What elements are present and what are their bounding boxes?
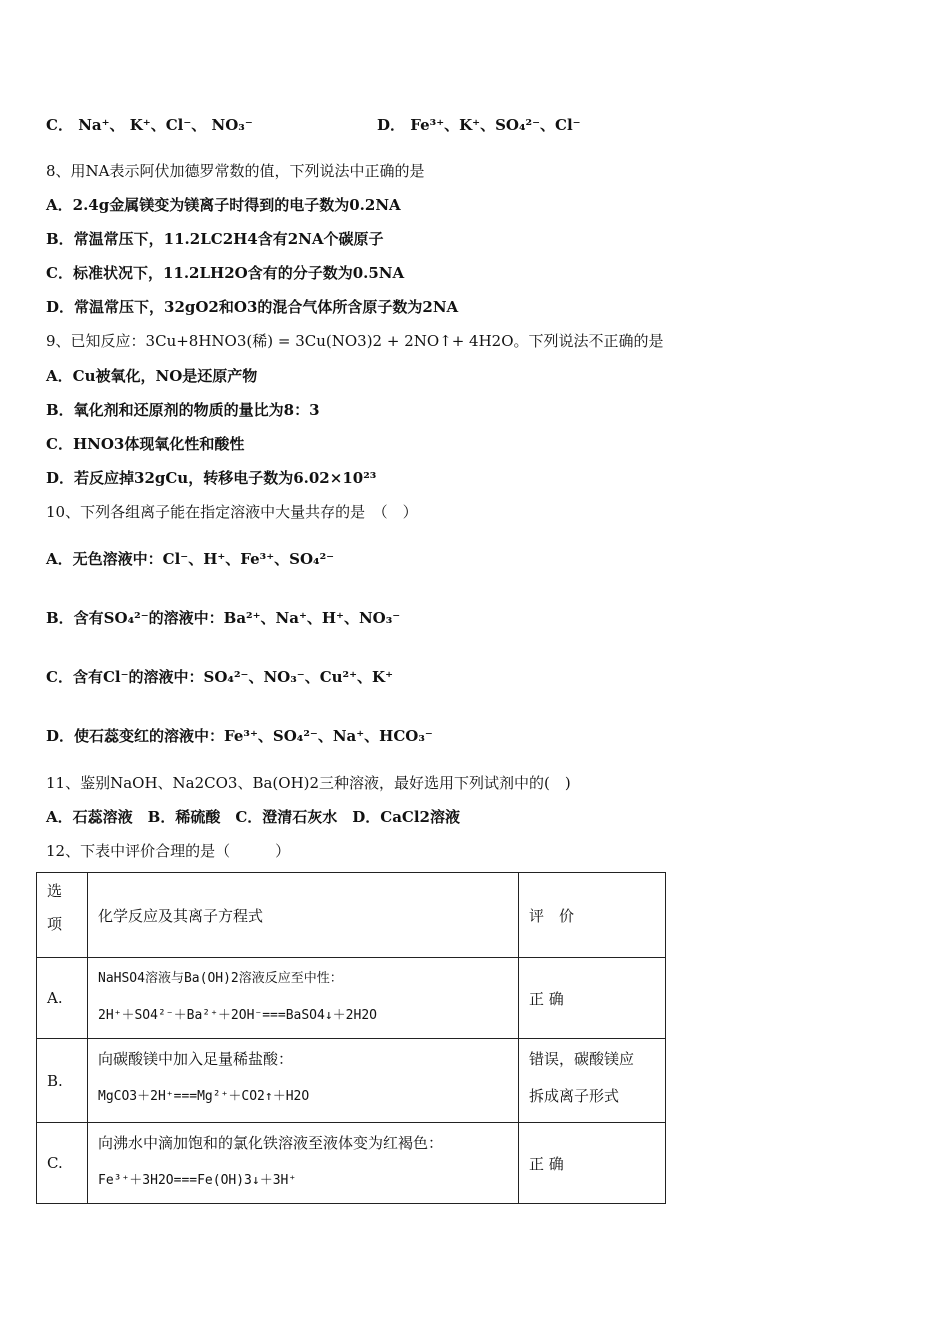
q10-stem: 10、下列各组离子能在指定溶液中大量共存的是 （ ） — [46, 503, 418, 521]
q7-d-label: D． — [377, 116, 406, 134]
table-header-row — [37, 873, 666, 958]
q8-option-d: D．常温常压下，32gO2和O3的混合气体所含原子数为2NA — [46, 298, 459, 316]
row-b-eval-line2: 拆成离子形式 — [529, 1087, 620, 1105]
q8-option-a: A．2.4g金属镁变为镁离子时得到的电子数为0.2NA — [46, 196, 401, 214]
header-option-cell — [37, 873, 88, 958]
header-equation-cell: 化学反应及其离子方程式 — [88, 873, 519, 958]
row-b-eval — [519, 1039, 666, 1123]
q7-option-d — [377, 115, 581, 135]
q9-option-d: D．若反应掉32gCu，转移电子数为6.02×10²³ — [46, 469, 377, 487]
row-c-eval: 正 确 — [519, 1123, 666, 1204]
q10-option-d: D．使石蕊变红的溶液中：Fe³⁺、SO₄²⁻、Na⁺、HCO₃⁻ — [46, 727, 433, 745]
row-a-equation: 2H⁺＋SO4²⁻＋Ba²⁺＋2OH⁻===BaSO4↓＋2H2O — [98, 1008, 377, 1023]
q9-option-a: A．Cu被氧化，NO是还原产物 — [46, 367, 258, 385]
q9-option-b: B．氧化剂和还原剂的物质的量比为8：3 — [46, 401, 320, 419]
row-c-desc: 向沸水中滴加饱和的氯化铁溶液至液体变为红褐色： — [98, 1134, 444, 1152]
row-b-equation: MgCO3＋2H⁺===Mg²⁺＋CO2↑＋H2O — [98, 1089, 310, 1104]
header-col1-a: 选 — [47, 882, 63, 900]
row-a-option: A. — [37, 958, 88, 1039]
row-b-eval-line1: 错误，碳酸镁应 — [529, 1050, 635, 1068]
q10-option-b: B．含有SO₄²⁻的溶液中：Ba²⁺、Na⁺、H⁺、NO₃⁻ — [46, 609, 401, 627]
q8-option-b: B．常温常压下，11.2LC2H4含有2NA个碳原子 — [46, 230, 384, 248]
q11-stem: 11、鉴别NaOH、Na2CO3、Ba(OH)2三种溶液，最好选用下列试剂中的( ) — [46, 774, 571, 792]
q12-stem: 12、下表中评价合理的是（ ） — [46, 842, 291, 860]
row-a-eval: 正 确 — [519, 958, 666, 1039]
row-b-desc: 向碳酸镁中加入足量稀盐酸： — [98, 1050, 294, 1068]
q7-d-text: Fe³⁺、K⁺、SO₄²⁻、Cl⁻ — [410, 116, 581, 134]
q10-option-c: C．含有Cl⁻的溶液中：SO₄²⁻、NO₃⁻、Cu²⁺、K⁺ — [46, 668, 394, 686]
row-c-content — [88, 1123, 519, 1204]
q10-option-a: A．无色溶液中：Cl⁻、H⁺、Fe³⁺、SO₄²⁻ — [46, 550, 335, 568]
row-b-content — [88, 1039, 519, 1123]
row-a-content — [88, 958, 519, 1039]
q11-options: A．石蕊溶液 B．稀硫酸 C．澄清石灰水 D．CaCl2溶液 — [46, 808, 460, 826]
row-c-option: C. — [37, 1123, 88, 1204]
row-b-option: B. — [37, 1039, 88, 1123]
q8-option-c: C．标准状况下，11.2LH2O含有的分子数为0.5NA — [46, 264, 405, 282]
row-c-equation: Fe³⁺＋3H2O===Fe(OH)3↓＋3H⁺ — [98, 1173, 297, 1188]
q7-option-c — [46, 115, 253, 135]
table-row — [37, 958, 666, 1039]
q8-stem: 8、用NA表示阿伏加德罗常数的值，下列说法中正确的是 — [46, 162, 425, 180]
q7-c-text: Na⁺、 K⁺、Cl⁻、 NO₃⁻ — [78, 116, 253, 134]
table-row — [37, 1039, 666, 1123]
q9-stem: 9、已知反应：3Cu+8HNO3(稀) = 3Cu(NO3)2 + 2NO↑+ 4H2O。下列说法不正确的是 — [46, 332, 664, 350]
row-a-desc: NaHSO4溶液与Ba(OH)2溶液反应至中性： — [98, 971, 343, 986]
q12-table — [36, 872, 666, 1204]
q7-c-label: C． — [46, 116, 73, 134]
header-eval-cell: 评 价 — [519, 873, 666, 958]
table-row — [37, 1123, 666, 1204]
q9-option-c: C．HNO3体现氧化性和酸性 — [46, 435, 245, 453]
header-col1-b: 项 — [47, 915, 63, 933]
